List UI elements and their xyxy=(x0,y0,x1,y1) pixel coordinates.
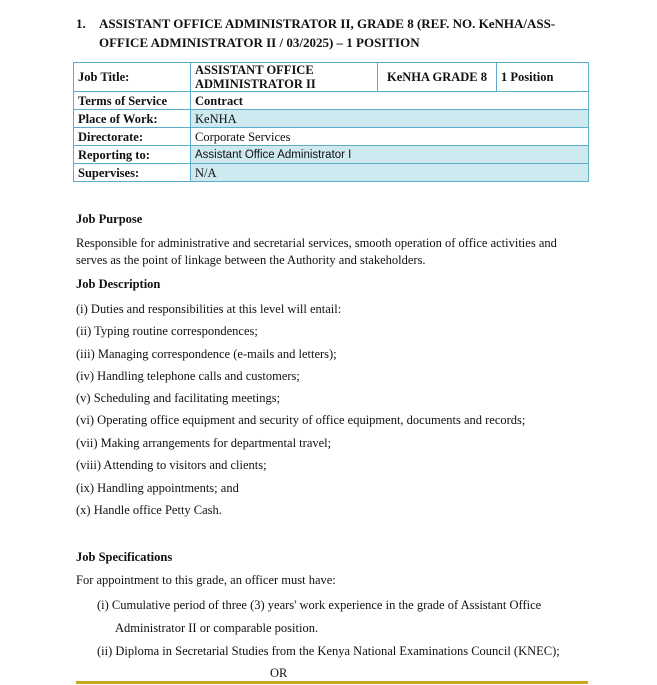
list-item: (ix) Handling appointments; and xyxy=(76,481,239,495)
divider xyxy=(76,681,588,684)
list-item: (v) Scheduling and facilitating meetings; xyxy=(76,391,281,405)
job-purpose-text: Responsible for administrative and secretarial services, smooth operation of office activities and serves as the point of linkage between the Authority and stakeholders. xyxy=(76,236,557,267)
list-item: (iii) Managing correspondence (e-mails and letters); xyxy=(76,347,337,361)
list-item: (ii) Typing routine correspondences; xyxy=(76,324,258,338)
supervises-value: N/A xyxy=(191,164,589,182)
list-item: (vii) Making arrangements for departmental travel; xyxy=(76,436,332,450)
list-item: (viii) Attending to visitors and clients; xyxy=(76,458,267,472)
supervises-label: Supervises: xyxy=(74,164,191,182)
place-label: Place of Work: xyxy=(74,110,191,128)
job-details-table xyxy=(73,62,589,182)
reporting-value: Assistant Office Administrator I xyxy=(191,146,589,164)
spec-item-line: (i) Cumulative period of three (3) years' work experience in the grade of Assistant Office xyxy=(97,598,542,612)
job-title-label: Job Title: xyxy=(74,63,191,92)
directorate-value: Corporate Services xyxy=(191,128,589,146)
reporting-label: Reporting to: xyxy=(74,146,191,164)
section-heading xyxy=(76,14,596,52)
job-description-title: Job Description xyxy=(76,277,161,291)
list-item: (iv) Handling telephone calls and customers; xyxy=(76,369,300,383)
heading-text: ASSISTANT OFFICE ADMINISTRATOR II, GRADE 8 (REF. NO. KeNHA/ASS-OFFICE ADMINISTRATOR II / 03/2025) – 1 POSITION xyxy=(99,16,556,50)
spec-item xyxy=(97,594,585,640)
list-item: (x) Handle office Petty Cash. xyxy=(76,503,222,517)
job-purpose-title: Job Purpose xyxy=(76,212,143,226)
directorate-label: Directorate: xyxy=(74,128,191,146)
table-row xyxy=(74,164,589,182)
heading-number: 1. xyxy=(76,16,86,31)
table-row xyxy=(74,128,589,146)
table-row xyxy=(74,146,589,164)
spec-item-line: (ii) Diploma in Secretarial Studies from the Kenya National Examinations Council (KNEC); xyxy=(97,644,560,658)
table-row xyxy=(74,63,589,92)
grade-value: KeNHA GRADE 8 xyxy=(378,63,497,92)
terms-label: Terms of Service xyxy=(74,92,191,110)
table-row xyxy=(74,110,589,128)
terms-value: Contract xyxy=(191,92,589,110)
list-item: (vi) Operating office equipment and security of office equipment, documents and records; xyxy=(76,413,526,427)
job-title-value: ASSISTANT OFFICE ADMINISTRATOR II xyxy=(191,63,378,92)
spec-item xyxy=(97,640,585,663)
list-item: (i) Duties and responsibilities at this level will entail: xyxy=(76,302,342,316)
place-value: KeNHA xyxy=(191,110,589,128)
spec-item-line: Administrator II or comparable position. xyxy=(115,621,319,635)
or-text: OR xyxy=(270,666,288,680)
job-specifications-title: Job Specifications xyxy=(76,550,173,564)
table-row xyxy=(74,92,589,110)
positions-value: 1 Position xyxy=(497,63,589,92)
job-specifications-intro: For appointment to this grade, an officer must have: xyxy=(76,573,336,587)
